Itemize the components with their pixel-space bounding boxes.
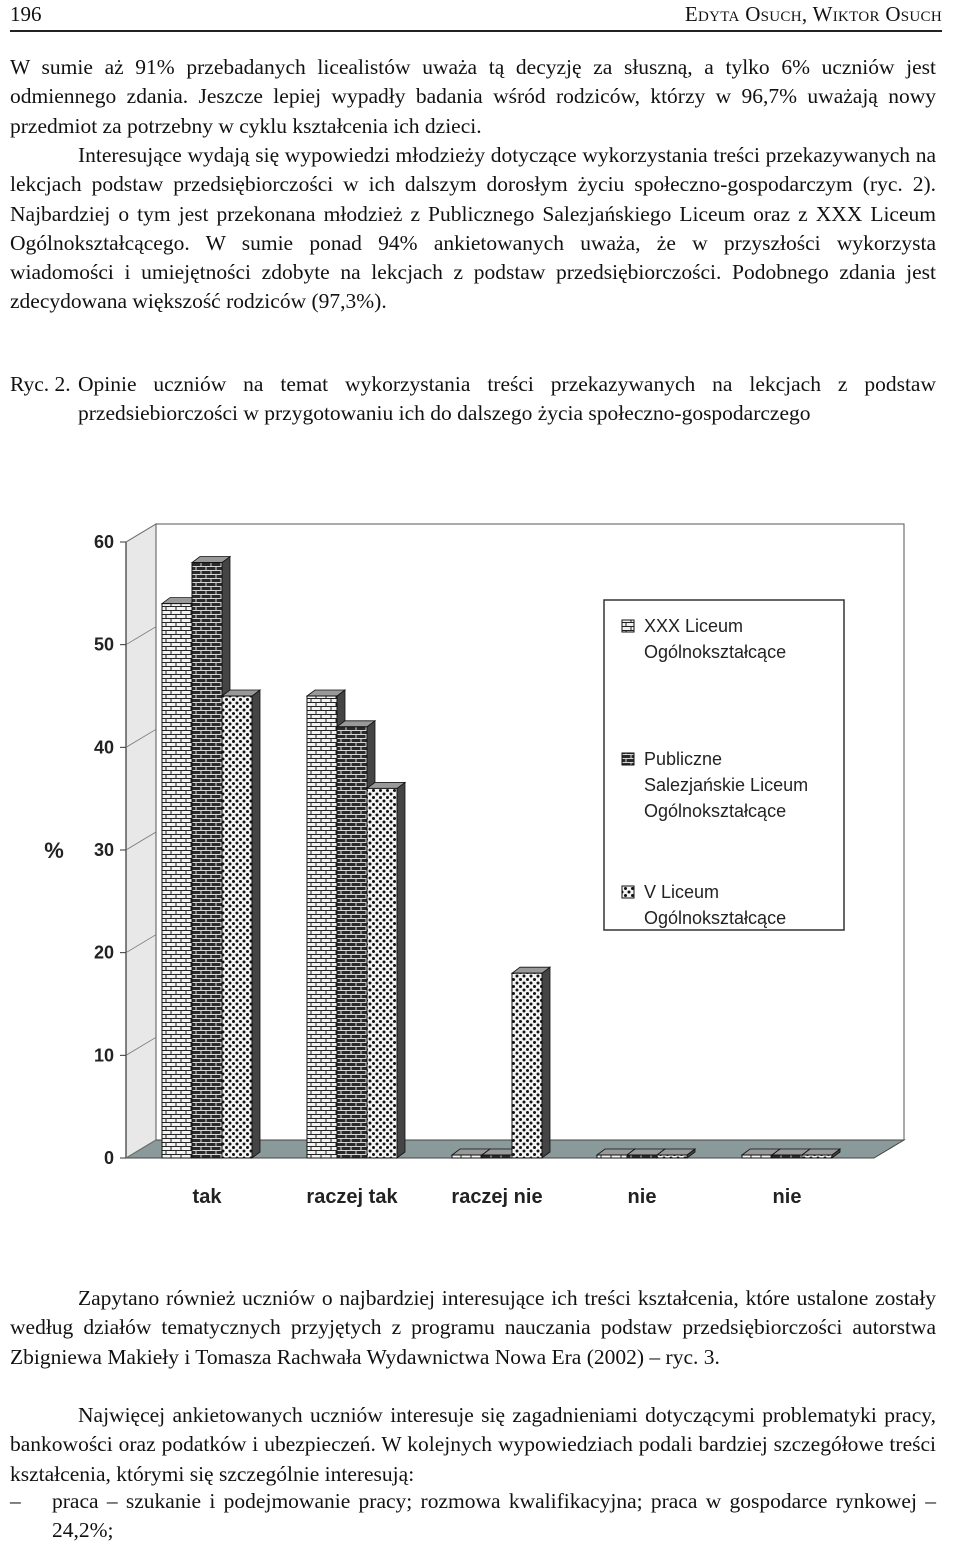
bar-front <box>482 1155 512 1158</box>
paragraph-youth-opinions: Interesujące wydają się wypowiedzi młodzieży dotyczące wykorzystania treści przekazywanych na lekcjach podstaw przedsiębiorczości w ich dalszym dorosłym życiu społeczno-gospodarczym (ryc. 2). Najbardziej o tym jest przekonana młodzież z Publicznego Salezjańskiego Liceum oraz z XXX Liceum Ogólnokształcącego. W sumie ponad 94% ankietowanych uważa, że w przyszłości wykorzysta wiadomości i umiejętności zdobyte na lekcjach z podstaw przedsiębiorczości. Podobnego zdania jest zdecydowana większość rodziców (97,3%). <box>10 143 936 314</box>
bar-front <box>452 1155 482 1158</box>
y-axis-label: % <box>44 838 64 863</box>
y-tick-label: 30 <box>93 840 114 860</box>
bar-front <box>367 788 397 1158</box>
legend-swatch <box>622 886 634 898</box>
figure-caption <box>10 370 936 429</box>
legend-label: Ogólnokształcące <box>644 801 787 821</box>
page-header <box>10 0 942 32</box>
paragraph-summary: W sumie aż 91% przebadanych licealistów uważa tą decyzję za słuszną, a tylko 6% uczniów jest odmiennego zdania. Jeszcze lepiej wypadły badania wśród rodziców, którzy w 96,7% uważają nowy przedmiot za potrzebny w cyklu kształcenia ich dzieci. <box>10 55 936 138</box>
bar-front <box>657 1155 687 1158</box>
figure-chart <box>4 470 930 1260</box>
legend <box>604 600 844 930</box>
bar-front <box>222 696 252 1158</box>
y-tick-label: 20 <box>93 942 114 963</box>
list-dash-marker: – <box>10 1489 21 1513</box>
y-tick-label: 0 <box>103 1148 114 1168</box>
bar-front <box>597 1155 627 1158</box>
x-tick-label: raczej nie <box>451 1186 543 1208</box>
legend-label: V Liceum <box>644 882 720 902</box>
bar-side <box>252 690 260 1158</box>
list-item-text: praca – szukanie i podejmowanie pracy; rozmowa kwalifikacyjna; praca w gospodarce rynkowej – 24,2%; <box>52 1489 936 1543</box>
list-item <box>10 1487 936 1546</box>
bar-front <box>337 727 367 1158</box>
figure-caption-text: Opinie uczniów na temat wykorzystania treści przekazywanych na lekcjach z podstaw przedsiebiorczości w przygotowaniu ich do dalszego życia społeczno-gospodarczego <box>78 372 936 426</box>
x-tick-label: tak <box>192 1186 222 1208</box>
bar-front <box>307 696 337 1158</box>
bar <box>512 967 550 1158</box>
bar-front <box>192 563 222 1158</box>
y-tick-label: 40 <box>93 737 114 758</box>
bar-front <box>162 604 192 1158</box>
bar <box>657 1149 695 1158</box>
running-head-authors: Edyta Osuch, Wiktor Osuch <box>684 2 942 26</box>
y-tick-label: 10 <box>93 1045 114 1066</box>
legend-swatch <box>622 620 634 632</box>
bar <box>802 1149 840 1158</box>
y-tick-label: 60 <box>93 532 114 552</box>
legend-label: Ogólnokształcące <box>644 642 787 662</box>
x-tick-label: nie <box>772 1186 802 1208</box>
figure-caption-label: Ryc. 2. <box>10 372 71 396</box>
bar-front <box>802 1155 832 1158</box>
bar-front <box>772 1155 802 1158</box>
legend-label: Salezjańskie Liceum <box>644 775 809 795</box>
bar-side <box>397 782 405 1158</box>
paragraph-interests: Zapytano również uczniów o najbardziej interesujące ich treści kształcenia, które ustalone zostały według działów tematycznych przyjętych z programu nauczania podstaw przedsiębiorczości autorstwa Zbigniewa Makieły i Tomasza Rachwała Wydawnictwa Nowa Era (2002) – ryc. 3. <box>10 1286 936 1369</box>
y-tick-label: 50 <box>93 634 114 655</box>
bar-front <box>512 973 542 1158</box>
bar <box>367 782 405 1158</box>
bar-front <box>742 1155 772 1158</box>
bar-front <box>627 1155 657 1158</box>
bar-side <box>542 967 550 1158</box>
paragraph-topics: Najwięcej ankietowanych uczniów interesuje się zagadnieniami dotyczącymi problematyki pracy, bankowości oraz podatków i ubezpieczeń. W kolejnych wypowiedziach podali bardziej szczegółowe treści kształcenia, którymi się szczególnie interesują: <box>10 1403 936 1486</box>
legend-label: XXX Liceum <box>644 616 744 636</box>
page-number: 196 <box>10 2 42 26</box>
bar-chart-3d <box>4 470 930 1260</box>
legend-label: Publiczne <box>644 749 723 769</box>
x-tick-label: nie <box>627 1186 657 1208</box>
legend-label: Ogólnokształcące <box>644 908 787 928</box>
legend-swatch <box>622 753 634 765</box>
bar <box>222 690 260 1158</box>
x-tick-label: raczej tak <box>306 1186 398 1208</box>
